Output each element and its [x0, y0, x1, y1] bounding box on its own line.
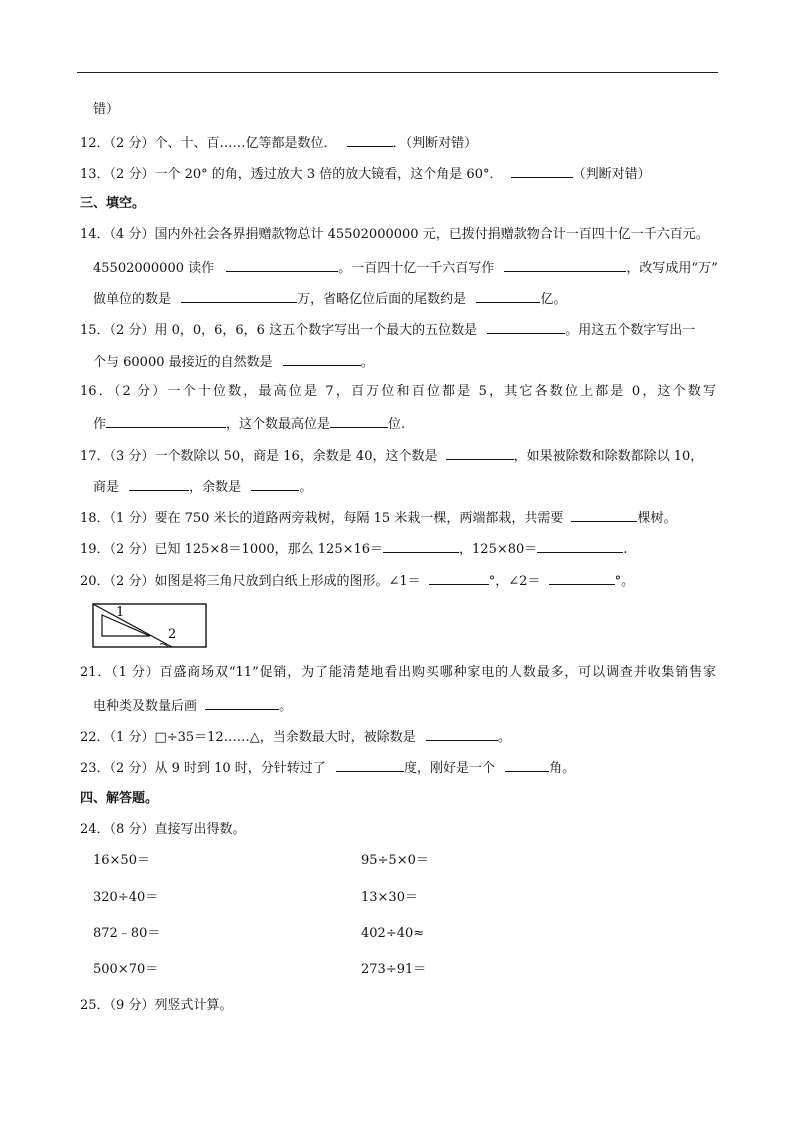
section-3-heading: 三、填空。: [80, 196, 146, 211]
question-16-line1: [80, 383, 716, 401]
q24-item-right-3: 402÷40≈: [361, 926, 425, 941]
q17-l2a: 商是: [93, 480, 120, 495]
q14-write-blank[interactable]: [504, 258, 626, 272]
q23-c: 角。: [549, 761, 576, 776]
q17-l1b: ，如果被除数和除数都除以 10，: [513, 449, 704, 464]
q18-b: 棵树。: [637, 511, 677, 526]
question-12: [80, 133, 477, 153]
question-25-title: 25．（9 分）列竖式计算。: [80, 998, 233, 1013]
q17-remainder-blank[interactable]: [251, 477, 299, 491]
q23-angle-blank[interactable]: [505, 758, 549, 772]
ruler-edge: [93, 604, 172, 647]
q16-l2c: 位.: [388, 417, 406, 432]
q11-tail: 错）: [93, 102, 120, 117]
q15-max-blank[interactable]: [487, 320, 565, 334]
q18-blank[interactable]: [571, 508, 637, 522]
question-14-line2: [93, 258, 718, 278]
q20-angle1-blank[interactable]: [429, 571, 489, 585]
q15-nearest-blank[interactable]: [283, 352, 361, 366]
q19-blank-1[interactable]: [383, 539, 459, 553]
triangle-ruler-figure: [92, 603, 208, 649]
q13-answer-blank[interactable]: [511, 164, 573, 178]
q12-text: 12．（2 分）个、十、百……亿等都是数位．: [80, 136, 337, 151]
q24-item-right-4: 273÷91＝: [361, 962, 427, 977]
inner-triangle: [102, 615, 150, 636]
question-18: [80, 508, 677, 528]
question-21-line1: [80, 664, 716, 682]
q22-b: 。: [497, 730, 511, 745]
q12-answer-blank[interactable]: [347, 133, 393, 147]
q14-read-blank[interactable]: [226, 258, 338, 272]
q14-yi-blank[interactable]: [476, 289, 540, 303]
q14-wan-blank[interactable]: [181, 289, 297, 303]
q17-number-blank[interactable]: [446, 446, 514, 460]
q14-l3b: 万，省略亿位后面的尾数约是: [297, 292, 467, 307]
q16-line1: 16．（2 分）一个十位数，最高位是 7，百万位和百位都是 5，其它各数位上都是 0，这个数写: [80, 384, 716, 399]
q14-l3c: 亿。: [540, 292, 567, 307]
q20-b: °，∠2＝: [488, 574, 541, 589]
question-15-line1: [80, 320, 695, 340]
q17-quotient-blank[interactable]: [129, 477, 189, 491]
question-14-line1: 14．（4 分）国内外社会各界捐赠款物总计 45502000000 元，已拨付捐赠款物合计一百四十亿一千六百元。: [80, 227, 709, 242]
q21-l2b: 。: [279, 699, 293, 714]
q19-b: ，125×80＝: [459, 542, 538, 557]
question-15-line2: [93, 352, 374, 372]
q16-l2b: ，这个数最高位是: [226, 417, 331, 432]
q14-l2a: 45502000000 读作: [93, 261, 215, 276]
q17-l2c: 。: [299, 480, 313, 495]
q15-l2a: 个与 60000 最接近的自然数是: [93, 355, 273, 370]
q15-l1b: 。用这五个数字写出一: [565, 323, 696, 338]
question-13: [80, 164, 651, 184]
q23-degree-blank[interactable]: [336, 758, 404, 772]
q15-l2b: 。: [360, 355, 374, 370]
q19-a: 19．（2 分）已知 125×8＝1000，那么 125×16＝: [80, 542, 384, 557]
q22-blank[interactable]: [426, 727, 498, 741]
q14-l3a: 做单位的数是: [93, 292, 172, 307]
q20-angle2-blank[interactable]: [549, 571, 615, 585]
paper-rect: [93, 604, 206, 647]
q22-a: 22．（1 分）□÷35＝12……△，当余数最大时，被除数是: [80, 730, 416, 745]
question-24-title: 24．（8 分）直接写出得数。: [80, 822, 246, 837]
q21-line1: 21．（1 分）百盛商场双“11”促销，为了能清楚地看出购买哪种家电的人数最多，可以调查并收集销售家: [80, 665, 716, 680]
q24-item-left-2: 320÷40＝: [93, 890, 159, 905]
question-23: [80, 758, 575, 778]
q23-a: 23．（2 分）从 9 时到 10 时，分针转过了: [80, 761, 326, 776]
q15-l1a: 15．（2 分）用 0，0，6，6，6 这五个数字写出一个最大的五位数是: [80, 323, 478, 338]
question-16-line2: [93, 414, 405, 434]
q19-c: .: [623, 542, 628, 557]
q24-item-left-3: 872﹣80＝: [93, 926, 161, 941]
q24-item-left-1: 16×50＝: [93, 853, 150, 868]
section-4-heading: 四、解答题。: [80, 791, 159, 806]
q16-l2a: 作: [93, 417, 107, 432]
q14-l2b: 。一百四十亿一千六百写作: [338, 261, 495, 276]
question-17-line1: [80, 446, 703, 466]
q16-number-blank[interactable]: [106, 414, 226, 428]
q20-c: °。: [614, 574, 635, 589]
q19-blank-2[interactable]: [537, 539, 623, 553]
question-21-line2: [93, 696, 292, 716]
question-22: [80, 727, 511, 747]
q13-tail: （判断对错）: [572, 167, 651, 182]
q12-tail: ．（判断对错）: [392, 136, 478, 151]
angle-1-label: 1: [116, 605, 125, 620]
question-14-line3: [93, 289, 566, 309]
q21-l2a: 电种类及数量后画: [93, 699, 198, 714]
q20-a: 20．（2 分）如图是将三角尺放到白纸上形成的图形。∠1＝: [80, 574, 421, 589]
q24-item-right-2: 13×30＝: [361, 890, 418, 905]
question-19: [80, 539, 627, 559]
q17-l2b: ，余数是: [189, 480, 242, 495]
q16-digit-blank[interactable]: [330, 414, 388, 428]
question-20: [80, 571, 634, 591]
q17-l1a: 17．（3 分）一个数除以 50，商是 16，余数是 40，这个数是: [80, 449, 438, 464]
q14-l2c: ，改写成用“万”: [626, 261, 718, 276]
q21-blank[interactable]: [205, 696, 279, 710]
q24-item-left-4: 500×70＝: [93, 962, 159, 977]
question-17-line2: [93, 477, 312, 497]
q24-item-right-1: 95÷5×0＝: [361, 853, 429, 868]
q18-a: 18．（1 分）要在 750 米长的道路两旁栽树，每隔 15 米栽一棵，两端都栽，共需要: [80, 511, 564, 526]
q23-b: 度，刚好是一个: [403, 761, 495, 776]
q13-text: 13．（2 分）一个 20° 的角，透过放大 3 倍的放大镜看，这个角是 60°．: [80, 167, 503, 182]
angle-2-label: 2: [168, 627, 177, 642]
header-rule: [77, 72, 718, 73]
